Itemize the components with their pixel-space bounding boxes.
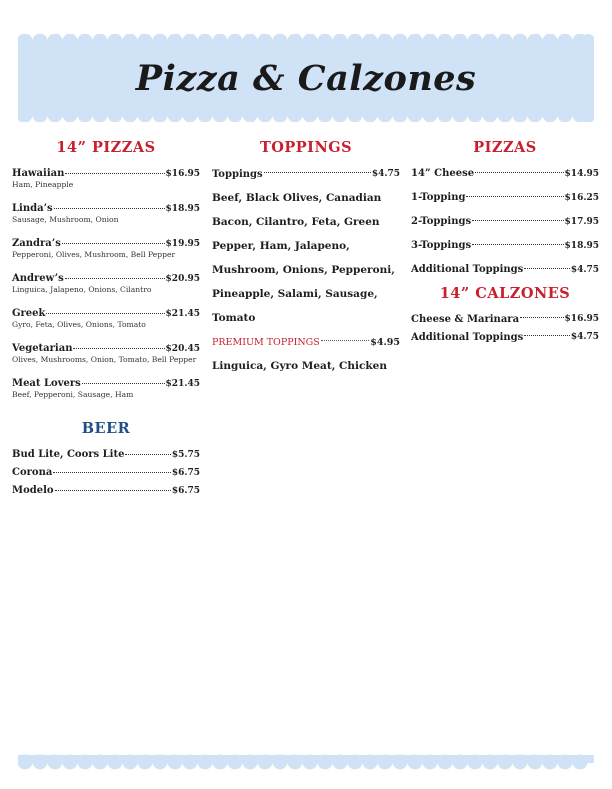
leader-dots: [466, 196, 563, 197]
item-name: Meat Lovers: [12, 378, 81, 389]
item-name: Additional Toppings: [411, 331, 524, 343]
menu-item-description: Ham, Pineapple: [12, 180, 74, 189]
topping-line: Mushroom, Onions, Pepperoni,: [212, 264, 395, 276]
leader-dots: [472, 220, 563, 221]
menu-item: [12, 238, 200, 273]
item-price: $4.75: [570, 265, 599, 275]
menu-item-row: [12, 273, 200, 284]
item-name: 2-Toppings: [411, 216, 472, 227]
leader-dots: [520, 317, 563, 318]
item-name: Corona: [12, 467, 53, 478]
leader-dots: [73, 348, 164, 349]
toppings-price-row: [212, 162, 400, 186]
leader-dots: [65, 173, 164, 174]
item-name: Linda’s: [12, 203, 53, 214]
toppings-list: [212, 186, 400, 330]
menu-item-description: Beef, Pepperoni, Sausage, Ham: [12, 390, 134, 399]
leader-dots: [54, 208, 165, 209]
beer-list: [12, 449, 200, 503]
menu-item: [12, 273, 200, 308]
item-price: $18.95: [165, 204, 200, 214]
beer-item: [12, 449, 200, 467]
footer-band: [18, 753, 594, 770]
leader-dots: [62, 243, 165, 244]
calzones-heading: 14” CALZONES: [439, 285, 571, 302]
menu-item: [12, 203, 200, 238]
premium-toppings-label: PREMIUM TOPPINGS: [212, 336, 320, 348]
column-right: [411, 138, 599, 346]
column-left: [12, 138, 200, 503]
menu-item-row: [12, 203, 200, 214]
topping-line: Tomato: [212, 312, 256, 324]
leader-dots: [46, 313, 164, 314]
item-name: 14” Cheese: [411, 168, 475, 179]
menu-item-row: [12, 378, 200, 389]
menu-item-description: Gyro, Feta, Olives, Onions, Tomato: [12, 320, 146, 329]
item-name: Zandra’s: [12, 238, 61, 249]
menu-item: [12, 308, 200, 343]
pizzas-14-heading: 14” PIZZAS: [56, 139, 156, 156]
menu-item: [12, 168, 200, 203]
item-name: Hawaiian: [12, 168, 65, 179]
leader-dots: [125, 454, 170, 455]
header-banner: [18, 34, 594, 122]
item-price: $16.25: [564, 193, 599, 203]
item-name: Cheese & Marinara: [411, 313, 520, 325]
menu-item-description: Olives, Mushrooms, Onion, Tomato, Bell Pepper: [12, 355, 197, 364]
item-name: Andrew’s: [12, 273, 64, 284]
item-name: Vegetarian: [12, 343, 73, 354]
premium-toppings-list: Linguica, Gyro Meat, Chicken: [212, 360, 387, 372]
item-price: $4.75: [570, 332, 599, 342]
premium-toppings-row: [212, 330, 400, 354]
item-price: $14.95: [564, 169, 599, 179]
menu-item-description: Sausage, Mushroom, Onion: [12, 215, 119, 224]
beer-item: [12, 467, 200, 485]
leader-dots: [55, 490, 171, 491]
pizza-price-item: [411, 186, 599, 210]
menu-item: [12, 378, 200, 413]
calzone-item: [411, 328, 599, 346]
footer-band-background: [18, 753, 594, 770]
beer-item: [12, 485, 200, 503]
item-name: 1-Topping: [411, 192, 466, 203]
item-price: $19.95: [165, 239, 200, 249]
menu-item-row: [12, 308, 200, 319]
item-price: $5.75: [171, 450, 200, 460]
topping-line: Pepper, Ham, Jalapeno,: [212, 240, 350, 252]
topping-line: Pineapple, Salami, Sausage,: [212, 288, 378, 300]
menu-item-row: [12, 238, 200, 249]
toppings-heading: TOPPINGS: [259, 139, 353, 156]
pizzas-price-list: [411, 162, 599, 282]
menu-item-description: Linguica, Jalapeno, Onions, Cilantro: [12, 285, 152, 294]
pizza-price-item: [411, 258, 599, 282]
menu-item-description: Pepperoni, Olives, Mushroom, Bell Pepper: [12, 250, 176, 259]
item-price: $21.45: [165, 379, 200, 389]
item-price: $6.75: [171, 468, 200, 478]
premium-toppings-price: $4.95: [370, 336, 400, 348]
item-price: $20.45: [165, 344, 200, 354]
topping-line: Bacon, Cilantro, Feta, Green: [212, 216, 380, 228]
item-name: 3-Toppings: [411, 240, 472, 251]
leader-dots: [472, 244, 563, 245]
item-name: Additional Toppings: [411, 264, 524, 275]
menu-item: [12, 343, 200, 378]
leader-dots: [475, 172, 563, 173]
pizza-price-item: [411, 162, 599, 186]
menu-item-row: [12, 343, 200, 354]
beer-heading: BEER: [81, 420, 131, 437]
pizza-list: [12, 168, 200, 413]
item-price: $20.95: [165, 274, 200, 284]
leader-dots: [524, 335, 570, 336]
leader-dots: [264, 172, 371, 173]
item-price: $17.95: [564, 217, 599, 227]
item-price: $18.95: [564, 241, 599, 251]
leader-dots: [82, 383, 165, 384]
leader-dots: [53, 472, 170, 473]
menu-item-row: [12, 168, 200, 179]
item-name: Greek: [12, 308, 46, 319]
leader-dots: [524, 268, 570, 269]
page-title: Pizza & Calzones: [135, 57, 477, 99]
item-name: Bud Lite, Coors Lite: [12, 449, 125, 460]
item-price: $21.45: [165, 309, 200, 319]
topping-line: Beef, Black Olives, Canadian: [212, 192, 382, 204]
calzones-list: [411, 310, 599, 346]
item-price: $16.95: [165, 169, 200, 179]
toppings-label: Toppings: [212, 168, 263, 180]
item-price: $6.75: [171, 486, 200, 496]
leader-dots: [321, 340, 369, 341]
pizza-price-item: [411, 234, 599, 258]
column-middle: [212, 138, 400, 378]
pizzas-heading: PIZZAS: [473, 139, 537, 156]
item-price: $16.95: [564, 314, 599, 324]
calzone-item: [411, 310, 599, 328]
pizza-price-item: [411, 210, 599, 234]
item-name: Modelo: [12, 485, 54, 496]
toppings-price: $4.75: [371, 169, 400, 179]
leader-dots: [65, 278, 165, 279]
